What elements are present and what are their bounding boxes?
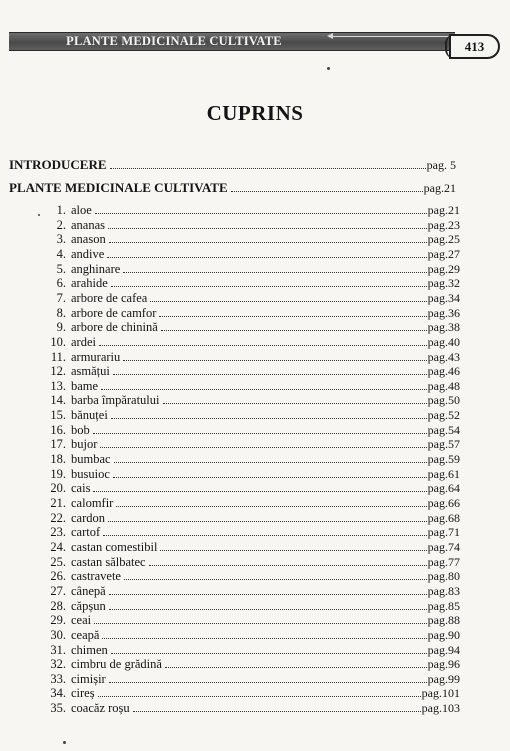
dot-leader — [133, 711, 421, 712]
toc-entry-label: cimișir — [71, 671, 106, 686]
toc-entry-number: 25. — [50, 554, 66, 569]
dot-leader — [111, 653, 427, 654]
toc-entry — [46, 672, 460, 686]
toc-entry — [46, 262, 460, 276]
toc-entry — [46, 364, 460, 378]
dot-leader — [163, 403, 427, 404]
dot-leader — [94, 623, 427, 624]
scan-speck — [63, 741, 66, 744]
toc-entry-label: anghinare — [71, 261, 121, 276]
toc-entry-page: pag.66 — [427, 496, 460, 510]
toc-entry-label: asmățui — [71, 364, 110, 379]
dot-leader — [159, 316, 426, 317]
toc-entry-number: 16. — [50, 422, 66, 437]
toc-entry-number: 3. — [56, 232, 66, 247]
dot-leader — [110, 168, 426, 169]
toc-entry — [46, 247, 460, 261]
toc-entry — [46, 218, 460, 232]
dot-leader — [101, 389, 427, 390]
header-arrow-rule — [332, 36, 464, 37]
toc-entry-label: ceai — [71, 613, 92, 628]
toc-entry — [46, 569, 460, 583]
toc-entry-page: pag.103 — [421, 701, 460, 716]
dot-leader — [231, 191, 423, 192]
dot-leader — [99, 345, 427, 346]
scan-speck — [38, 214, 40, 216]
toc-entry — [46, 584, 460, 598]
toc-entry — [46, 408, 460, 422]
toc-entry — [46, 423, 460, 437]
toc-entry-page: pag.101 — [421, 686, 460, 701]
toc-entry-number: 31. — [50, 642, 66, 657]
toc-entry-number: 32. — [50, 657, 66, 672]
toc-entry-page: pag.88 — [427, 613, 460, 628]
toc-entry-label: ceapă — [71, 627, 100, 642]
toc-entry-page: pag.99 — [427, 671, 460, 686]
dot-leader — [123, 360, 426, 361]
toc-entry-page: pag.32 — [427, 276, 460, 291]
toc-entry-page: pag.52 — [427, 408, 460, 423]
toc-entry-number: 5. — [56, 261, 66, 276]
toc-entry — [46, 643, 460, 657]
toc-entry — [46, 525, 460, 539]
dot-leader — [109, 682, 427, 683]
toc-entry-page: pag.54 — [427, 422, 460, 437]
toc-entry-label: cânepă — [71, 583, 106, 598]
toc-entry-number: 17. — [50, 437, 66, 452]
dot-leader — [111, 286, 427, 287]
toc-entry — [46, 335, 460, 349]
toc-entry-page: pag.43 — [427, 349, 460, 364]
toc-entry-number: 21. — [50, 496, 66, 510]
toc-entry-number: 11. — [50, 349, 66, 364]
toc-entry-number: 28. — [50, 598, 66, 613]
toc-entry-number: 4. — [56, 246, 66, 261]
toc-entry-label: cartof — [71, 525, 101, 540]
toc-entry-label: bame — [71, 378, 99, 393]
toc-entry-page: pag.27 — [427, 246, 460, 261]
toc-entry-number: 12. — [50, 364, 66, 379]
toc-entry-number: 19. — [50, 466, 66, 481]
toc-entry-page: pag.94 — [427, 642, 460, 657]
toc-entry-number: 33. — [50, 671, 66, 686]
toc-entry-label: busuioc — [71, 466, 110, 481]
toc-entry-number: 9. — [56, 320, 66, 335]
toc-entry-page: pag.74 — [427, 539, 460, 554]
toc-entry-label: ananas — [71, 217, 106, 232]
toc-entry — [46, 276, 460, 290]
running-header-title: PLANTE MEDICINALE CULTIVATE — [66, 34, 282, 48]
toc-entry — [46, 306, 460, 320]
toc-entry — [46, 540, 460, 554]
toc-entry-label: cimbru de grădină — [71, 657, 162, 672]
page-title: CUPRINS — [206, 101, 304, 125]
toc-entry — [46, 291, 460, 305]
toc-entry — [46, 437, 460, 451]
toc-entry-label: cardon — [71, 510, 106, 525]
toc-entry-label: arbore de cafea — [71, 290, 148, 305]
toc-entry-page: pag.61 — [427, 466, 460, 481]
dot-leader — [123, 272, 426, 273]
dot-leader — [116, 506, 426, 507]
toc-entry — [46, 379, 460, 393]
toc-entry-page: pag.71 — [427, 525, 460, 540]
toc-entry-label: castravete — [71, 569, 121, 584]
toc-entry-page: pag.38 — [427, 320, 460, 335]
toc-entry-label: cais — [71, 481, 91, 496]
dot-leader — [103, 535, 427, 536]
toc-entry-page: pag.40 — [427, 334, 460, 349]
toc-entry-page: pag.25 — [427, 232, 460, 247]
toc-entry-label: andive — [71, 246, 105, 261]
toc-entry — [46, 481, 460, 495]
toc-entry-page: pag.77 — [427, 554, 460, 569]
toc-entry-page: pag.85 — [427, 598, 460, 613]
toc-entry-number: 35. — [50, 701, 66, 716]
toc-entry-page: pag.80 — [427, 569, 460, 584]
toc-entry-label: barba împăratului — [71, 393, 160, 408]
toc-entry-number: 23. — [50, 525, 66, 540]
toc-entry-label: armurariu — [71, 349, 121, 364]
toc-entry — [46, 320, 460, 334]
toc-entry — [46, 599, 460, 613]
toc-entry-number: 24. — [50, 539, 66, 554]
dot-leader — [108, 521, 427, 522]
toc-entry-number: 26. — [50, 569, 66, 584]
toc-entry-number: 22. — [50, 510, 66, 525]
toc-section — [9, 181, 456, 195]
toc-entry-label: arbore de chinină — [71, 320, 158, 335]
toc-entry — [46, 232, 460, 246]
dot-leader — [111, 418, 427, 419]
toc-entry-number: 10. — [50, 334, 66, 349]
toc-entry-number: 15. — [50, 408, 66, 423]
dot-leader — [107, 257, 426, 258]
toc-section-label: INTRODUCERE — [9, 157, 107, 172]
toc-entry-number: 27. — [50, 583, 66, 598]
toc-entry-page: pag.96 — [427, 657, 460, 672]
toc-section-label: PLANTE MEDICINALE CULTIVATE — [9, 180, 228, 195]
toc-entry-number: 13. — [50, 378, 66, 393]
toc-entry-label: aloe — [71, 203, 92, 217]
toc-entry — [46, 496, 460, 510]
toc-entry — [46, 686, 460, 700]
toc-entry-page: pag.68 — [427, 510, 460, 525]
dot-leader — [109, 609, 427, 610]
toc-entry-page: pag.50 — [427, 393, 460, 408]
toc-entry — [46, 628, 460, 642]
toc-entry-page: pag.29 — [427, 261, 460, 276]
toc-entry-page: pag.36 — [427, 305, 460, 320]
toc-entry-page: pag.34 — [427, 290, 460, 305]
dot-leader — [109, 242, 427, 243]
toc-entry-label: cireș — [71, 686, 95, 701]
toc-entry-page: pag.90 — [427, 627, 460, 642]
dot-leader — [100, 447, 426, 448]
toc-entry-page: pag.83 — [427, 583, 460, 598]
toc-entry-label: calomfir — [71, 496, 114, 510]
toc-entry-number: 34. — [50, 686, 66, 701]
toc-entry — [46, 350, 460, 364]
toc-entry — [46, 393, 460, 407]
toc-entry-label: căpșun — [71, 598, 106, 613]
toc-entry-label: castan sălbatec — [71, 554, 146, 569]
running-header-bar — [9, 32, 455, 51]
toc-entry — [46, 613, 460, 627]
toc-entry-page: pag.48 — [427, 378, 460, 393]
toc-entry — [46, 701, 460, 715]
toc-entry-page: pag.57 — [427, 437, 460, 452]
toc-entry-number: 18. — [50, 452, 66, 467]
dot-leader — [95, 213, 427, 214]
page-number: 413 — [449, 34, 500, 59]
dot-leader — [113, 374, 427, 375]
toc-entry — [46, 657, 460, 671]
dot-leader — [161, 330, 427, 331]
toc-entry-number: 1. — [56, 203, 66, 217]
toc-entry-label: bob — [71, 422, 90, 437]
toc-section-page: pag. 5 — [426, 158, 456, 172]
toc-entry-number: 2. — [56, 217, 66, 232]
toc-entry-label: bumbac — [71, 452, 111, 467]
dot-leader — [109, 594, 427, 595]
toc-entry-page: pag.64 — [427, 481, 460, 496]
toc-entry-number: 29. — [50, 613, 66, 628]
toc-entry-number: 6. — [56, 276, 66, 291]
toc-entry — [46, 467, 460, 481]
dot-leader — [102, 638, 426, 639]
dot-leader — [124, 579, 427, 580]
dot-leader — [149, 565, 427, 566]
toc-entry-label: arahide — [71, 276, 108, 291]
toc-entry-label: castan comestibil — [71, 539, 158, 554]
dot-leader — [165, 667, 427, 668]
toc-entry — [46, 452, 460, 466]
dot-leader — [93, 433, 427, 434]
toc-entry — [46, 203, 460, 217]
toc-entry — [46, 511, 460, 525]
toc-entry-label: bănuței — [71, 408, 108, 423]
dot-leader — [93, 491, 426, 492]
toc-entry-page: pag.46 — [427, 364, 460, 379]
toc-section — [9, 158, 456, 172]
dot-leader — [108, 228, 427, 229]
toc-entry-number: 8. — [56, 305, 66, 320]
dot-leader — [160, 550, 426, 551]
dot-leader — [150, 301, 426, 302]
toc-entry-number: 30. — [50, 627, 66, 642]
toc-entry-number: 7. — [56, 290, 66, 305]
dot-leader — [98, 696, 421, 697]
toc-entry-label: chimen — [71, 642, 108, 657]
toc-entry-page: pag.23 — [427, 217, 460, 232]
toc-entry-number: 20. — [50, 481, 66, 496]
dot-leader — [113, 477, 427, 478]
toc-entry-label: arbore de camfor — [71, 305, 157, 320]
toc-section-page: pag.21 — [423, 181, 456, 195]
dot-leader — [114, 462, 427, 463]
toc-entry-page: pag.59 — [427, 452, 460, 467]
toc-entry — [46, 555, 460, 569]
toc-entry-label: ardei — [71, 334, 96, 349]
toc-entry-label: anason — [71, 232, 106, 247]
toc-entry-label: bujor — [71, 437, 98, 452]
toc-entry-number: 14. — [50, 393, 66, 408]
toc-entry-label: coacăz roșu — [71, 701, 130, 716]
toc-entry-page: pag.21 — [427, 203, 460, 217]
scan-speck — [327, 67, 330, 70]
